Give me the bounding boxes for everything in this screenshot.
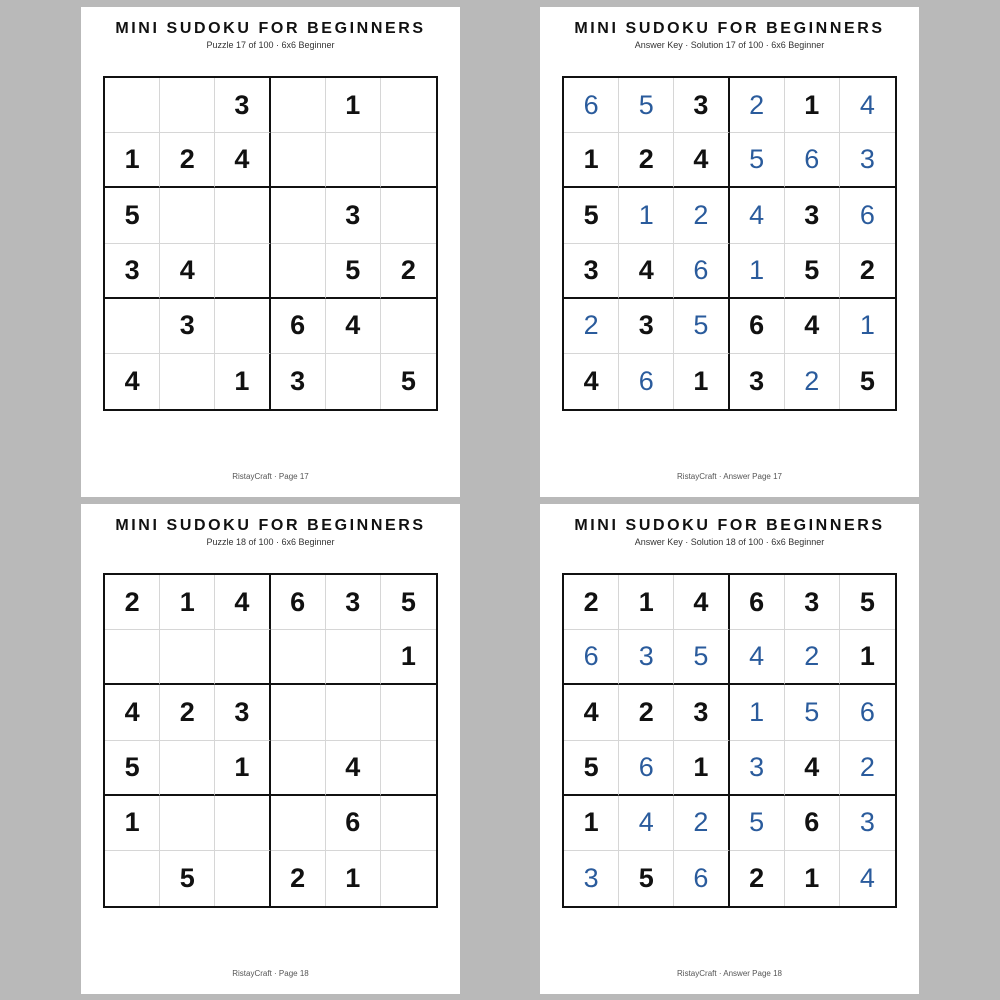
sudoku-cell: 4 — [564, 685, 619, 740]
sudoku-cell: 4 — [105, 685, 160, 740]
page-title: MINI SUDOKU FOR BEGINNERS — [115, 517, 426, 534]
sudoku-cell: 5 — [730, 133, 785, 188]
sudoku-cell: 6 — [271, 575, 326, 630]
sudoku-cell — [381, 78, 436, 133]
puzzle-page-17 — [81, 7, 460, 497]
page-footer: RistayCraft · Page 18 — [232, 969, 309, 978]
sudoku-cell: 3 — [785, 575, 840, 630]
sudoku-cell — [271, 741, 326, 796]
sudoku-cell: 4 — [730, 630, 785, 685]
sudoku-cell: 2 — [564, 299, 619, 354]
sudoku-cell: 2 — [730, 851, 785, 906]
sudoku-cell: 6 — [564, 78, 619, 133]
sudoku-cell — [326, 685, 381, 740]
sudoku-cell: 3 — [840, 133, 895, 188]
sudoku-cell: 1 — [160, 575, 215, 630]
sudoku-cell: 4 — [105, 354, 160, 409]
page-title: MINI SUDOKU FOR BEGINNERS — [574, 20, 885, 37]
answer-page-17 — [540, 7, 919, 497]
sudoku-cell: 2 — [785, 354, 840, 409]
sudoku-cell — [271, 244, 326, 299]
sudoku-cell: 5 — [564, 188, 619, 243]
sudoku-grid — [103, 76, 438, 411]
sudoku-cell — [160, 796, 215, 851]
sudoku-cell: 3 — [619, 299, 674, 354]
sudoku-cell: 1 — [564, 796, 619, 851]
page-footer: RistayCraft · Page 17 — [232, 472, 309, 481]
sudoku-cell: 4 — [785, 741, 840, 796]
page-subtitle: Answer Key · Solution 18 of 100 · 6x6 Beginner — [634, 537, 825, 547]
sudoku-cell: 3 — [564, 851, 619, 906]
sudoku-cell — [271, 630, 326, 685]
sudoku-cell — [160, 78, 215, 133]
sudoku-cell: 1 — [215, 741, 270, 796]
page-subtitle: Answer Key · Solution 17 of 100 · 6x6 Beginner — [634, 40, 825, 50]
sudoku-cell: 4 — [326, 299, 381, 354]
sudoku-cell: 3 — [730, 741, 785, 796]
sudoku-cell: 5 — [326, 244, 381, 299]
sudoku-cell: 5 — [105, 741, 160, 796]
sudoku-cell: 1 — [326, 851, 381, 906]
sudoku-cell: 1 — [674, 354, 729, 409]
sudoku-cell: 6 — [785, 796, 840, 851]
sudoku-cell: 2 — [785, 630, 840, 685]
page-footer: RistayCraft · Answer Page 17 — [677, 472, 782, 481]
sudoku-cell: 6 — [619, 354, 674, 409]
sudoku-cell: 6 — [674, 244, 729, 299]
sudoku-cell: 1 — [840, 299, 895, 354]
sudoku-cell: 4 — [564, 354, 619, 409]
sudoku-cell: 1 — [215, 354, 270, 409]
sudoku-cell — [105, 851, 160, 906]
sudoku-cell: 3 — [564, 244, 619, 299]
sudoku-cell: 1 — [840, 630, 895, 685]
sudoku-cell — [381, 133, 436, 188]
sudoku-cell — [381, 299, 436, 354]
sudoku-cell: 2 — [564, 575, 619, 630]
sudoku-cell: 4 — [859, 862, 875, 893]
answer-page-18 — [540, 504, 919, 994]
sudoku-cell — [160, 741, 215, 796]
sudoku-cell — [271, 685, 326, 740]
sudoku-cell: 2 — [619, 685, 674, 740]
sudoku-cell: 2 — [840, 244, 895, 299]
sudoku-cell: 5 — [400, 365, 416, 396]
page-subtitle: Puzzle 18 of 100 · 6x6 Beginner — [206, 537, 335, 547]
sudoku-cell: 6 — [674, 851, 729, 906]
sudoku-cell — [271, 796, 326, 851]
sudoku-cell: 3 — [326, 575, 381, 630]
sudoku-cell — [105, 78, 160, 133]
sudoku-cell — [271, 133, 326, 188]
page-subtitle: Puzzle 17 of 100 · 6x6 Beginner — [206, 40, 335, 50]
sudoku-cell: 4 — [840, 78, 895, 133]
sudoku-cell — [381, 796, 436, 851]
sudoku-cell: 6 — [564, 630, 619, 685]
sudoku-cell: 2 — [840, 741, 895, 796]
sudoku-cell: 4 — [674, 575, 729, 630]
sudoku-cell — [215, 851, 270, 906]
sudoku-cell: 5 — [840, 575, 895, 630]
sudoku-cell: 1 — [619, 188, 674, 243]
sudoku-cell: 1 — [564, 133, 619, 188]
sudoku-cell: 4 — [785, 299, 840, 354]
sudoku-cell: 3 — [674, 685, 729, 740]
sudoku-cell — [105, 630, 160, 685]
sudoku-cell: 4 — [730, 188, 785, 243]
sudoku-cell — [326, 354, 381, 409]
sudoku-cell: 6 — [840, 188, 895, 243]
sudoku-cell: 2 — [674, 188, 729, 243]
sudoku-cell: 6 — [619, 741, 674, 796]
sudoku-cell — [105, 299, 160, 354]
sudoku-cell: 4 — [160, 244, 215, 299]
sudoku-cell: 5 — [785, 685, 840, 740]
sudoku-cell — [381, 188, 436, 243]
sudoku-cell: 2 — [730, 78, 785, 133]
sudoku-cell: 6 — [840, 685, 895, 740]
sudoku-cell: 2 — [160, 685, 215, 740]
sudoku-cell: 4 — [326, 741, 381, 796]
sudoku-cell: 4 — [215, 133, 270, 188]
sudoku-cell: 5 — [105, 188, 160, 243]
sudoku-cell: 5 — [730, 796, 785, 851]
sudoku-cell: 5 — [859, 365, 875, 396]
sudoku-cell: 2 — [160, 133, 215, 188]
page-title: MINI SUDOKU FOR BEGINNERS — [574, 517, 885, 534]
sudoku-cell: 2 — [674, 796, 729, 851]
sudoku-cell: 3 — [215, 78, 270, 133]
sudoku-cell: 1 — [381, 630, 436, 685]
sudoku-cell: 5 — [674, 630, 729, 685]
sudoku-cell: 4 — [619, 244, 674, 299]
sudoku-cell: 1 — [730, 685, 785, 740]
sudoku-cell: 3 — [271, 354, 326, 409]
sudoku-cell: 2 — [619, 133, 674, 188]
sudoku-cell: 3 — [785, 188, 840, 243]
sudoku-cell: 6 — [730, 575, 785, 630]
sudoku-cell: 1 — [730, 244, 785, 299]
sudoku-cell: 5 — [381, 575, 436, 630]
sudoku-cell: 3 — [326, 188, 381, 243]
sudoku-cell — [215, 299, 270, 354]
sudoku-cell: 3 — [619, 630, 674, 685]
sudoku-cell: 6 — [785, 133, 840, 188]
sudoku-cell — [381, 685, 436, 740]
sudoku-cell: 5 — [564, 741, 619, 796]
sudoku-cell: 3 — [840, 796, 895, 851]
sudoku-cell: 1 — [105, 133, 160, 188]
sudoku-grid — [103, 573, 438, 908]
sudoku-solution-grid — [562, 76, 897, 411]
page-title: MINI SUDOKU FOR BEGINNERS — [115, 20, 426, 37]
sudoku-cell: 1 — [619, 575, 674, 630]
sudoku-cell: 6 — [326, 796, 381, 851]
sudoku-cell — [215, 796, 270, 851]
sudoku-cell: 2 — [271, 851, 326, 906]
sudoku-cell — [381, 741, 436, 796]
sudoku-cell: 3 — [215, 685, 270, 740]
sudoku-cell — [160, 188, 215, 243]
sudoku-cell: 6 — [730, 299, 785, 354]
puzzle-page-18 — [81, 504, 460, 994]
sudoku-cell: 6 — [271, 299, 326, 354]
sudoku-cell — [215, 188, 270, 243]
sudoku-cell: 5 — [619, 851, 674, 906]
sudoku-cell: 2 — [381, 244, 436, 299]
sudoku-cell: 3 — [160, 299, 215, 354]
sudoku-cell — [271, 188, 326, 243]
sudoku-cell: 3 — [105, 244, 160, 299]
sudoku-cell: 4 — [674, 133, 729, 188]
sudoku-cell — [215, 630, 270, 685]
page-footer: RistayCraft · Answer Page 18 — [677, 969, 782, 978]
sudoku-cell: 5 — [785, 244, 840, 299]
sudoku-cell: 4 — [619, 796, 674, 851]
sudoku-cell — [215, 244, 270, 299]
sudoku-cell: 2 — [105, 575, 160, 630]
sudoku-cell: 1 — [105, 796, 160, 851]
sudoku-cell: 1 — [785, 851, 840, 906]
sudoku-cell — [326, 630, 381, 685]
sudoku-cell — [160, 354, 215, 409]
sudoku-cell: 1 — [326, 78, 381, 133]
sudoku-cell — [271, 78, 326, 133]
sudoku-cell — [160, 630, 215, 685]
sudoku-cell: 1 — [785, 78, 840, 133]
sudoku-cell — [326, 133, 381, 188]
sudoku-cell — [381, 851, 436, 906]
sudoku-cell: 3 — [674, 78, 729, 133]
sudoku-cell: 5 — [160, 851, 215, 906]
sudoku-cell: 3 — [730, 354, 785, 409]
sudoku-cell: 1 — [674, 741, 729, 796]
sudoku-cell: 5 — [674, 299, 729, 354]
sudoku-cell: 4 — [215, 575, 270, 630]
sudoku-solution-grid — [562, 573, 897, 908]
sudoku-cell: 5 — [619, 78, 674, 133]
